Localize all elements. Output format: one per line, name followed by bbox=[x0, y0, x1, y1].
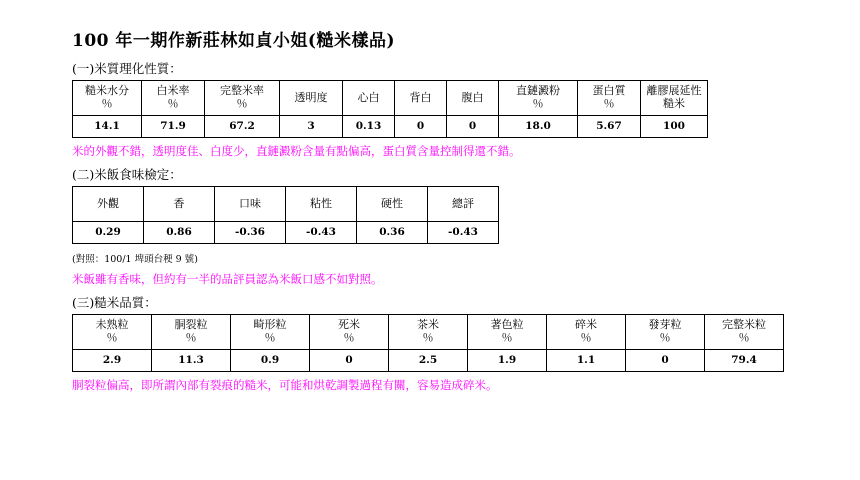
header-line-2: ％ bbox=[501, 331, 513, 344]
table-rice-physical-properties bbox=[72, 80, 708, 138]
table-cell: 0 bbox=[626, 350, 705, 372]
header-line-2: ％ bbox=[603, 97, 615, 110]
header-line-2: ％ bbox=[580, 331, 592, 344]
table-cell: 18.0 bbox=[499, 116, 578, 138]
header-line-1: 畸形粒 bbox=[253, 318, 287, 332]
table-cell: 1.9 bbox=[468, 350, 547, 372]
table-cell: 100 bbox=[641, 116, 708, 138]
column-header bbox=[310, 315, 389, 350]
section-comment-2: 米飯雖有香味，但約有一半的品評員認為米飯口感不如對照。 bbox=[72, 272, 383, 286]
header-line-1: 碎米 bbox=[575, 318, 597, 332]
column-header: 總評 bbox=[428, 187, 499, 222]
header-line-1: 透明度 bbox=[294, 90, 328, 104]
table-cell: -0.43 bbox=[428, 222, 499, 244]
table-brown-rice-quality bbox=[72, 314, 784, 372]
header-line-1: 糙米水分 bbox=[85, 84, 129, 98]
column-header bbox=[73, 315, 152, 350]
column-header bbox=[705, 315, 784, 350]
section-heading-3: (三)糙米品質： bbox=[72, 295, 157, 310]
header-line-1: 背白 bbox=[409, 90, 432, 104]
column-header bbox=[626, 315, 705, 350]
table-header-row bbox=[73, 315, 784, 350]
table-cell: 79.4 bbox=[705, 350, 784, 372]
header-line-2: 糙米 bbox=[663, 97, 685, 110]
column-header bbox=[343, 81, 395, 116]
header-line-2: ％ bbox=[659, 331, 671, 344]
section-comment-1: 米的外觀不錯，透明度佳、白度少，直鏈澱粉含量有點偏高，蛋白質含量控制得還不錯。 bbox=[72, 144, 521, 158]
section-comment-3: 胴裂粒偏高，即所謂內部有裂痕的糙米，可能和烘乾調製過程有關，容易造成碎米。 bbox=[72, 378, 498, 392]
header-line-1: 胴裂粒 bbox=[174, 318, 208, 332]
header-line-2: ％ bbox=[185, 331, 197, 344]
column-header: 外觀 bbox=[73, 187, 144, 222]
table-header-row bbox=[73, 187, 499, 222]
header-line-2: ％ bbox=[236, 97, 248, 110]
column-header bbox=[395, 81, 447, 116]
column-header bbox=[280, 81, 343, 116]
header-line-1: 完整米粒 bbox=[722, 318, 766, 332]
table-row bbox=[73, 350, 784, 372]
table-cell: 14.1 bbox=[73, 116, 142, 138]
section-heading-1: (一)米質理化性質： bbox=[72, 61, 182, 76]
header-line-1: 茶米 bbox=[417, 318, 439, 332]
table-cell: 0 bbox=[310, 350, 389, 372]
table-cell: 3 bbox=[280, 116, 343, 138]
table-cell: 1.1 bbox=[547, 350, 626, 372]
header-line-2: ％ bbox=[738, 331, 750, 344]
table-cell: 0.86 bbox=[144, 222, 215, 244]
page-title: 100 年一期作新莊林如貞小姐(糙米樣品) bbox=[72, 31, 395, 51]
header-line-1: 未熟粒 bbox=[95, 318, 129, 332]
header-line-1: 完整米率 bbox=[220, 84, 264, 98]
table-cell: 0 bbox=[395, 116, 447, 138]
column-header bbox=[578, 81, 641, 116]
column-header: 粘性 bbox=[286, 187, 357, 222]
column-header: 香 bbox=[144, 187, 215, 222]
column-header bbox=[152, 315, 231, 350]
header-line-1: 白米率 bbox=[156, 84, 190, 98]
section-heading-2: (二)米飯食味檢定： bbox=[72, 167, 182, 182]
table-cell: 0.36 bbox=[357, 222, 428, 244]
column-header bbox=[468, 315, 547, 350]
table-row bbox=[73, 222, 499, 244]
table-header-row bbox=[73, 81, 708, 116]
table-cell: 0.13 bbox=[343, 116, 395, 138]
header-line-1: 死米 bbox=[338, 318, 360, 332]
column-header bbox=[447, 81, 499, 116]
column-header bbox=[142, 81, 205, 116]
column-header bbox=[641, 81, 708, 116]
table-taste-evaluation bbox=[72, 186, 499, 244]
header-line-2: ％ bbox=[167, 97, 179, 110]
header-line-1: 發芽粒 bbox=[648, 318, 682, 332]
header-line-1: 著色粒 bbox=[490, 318, 524, 332]
column-header: 口味 bbox=[215, 187, 286, 222]
table-cell: 0.9 bbox=[231, 350, 310, 372]
table-cell: 0.29 bbox=[73, 222, 144, 244]
header-line-2: ％ bbox=[264, 331, 276, 344]
header-line-1: 蛋白質 bbox=[592, 84, 626, 98]
column-header bbox=[389, 315, 468, 350]
header-line-1: 心白 bbox=[357, 90, 380, 104]
table-cell: 11.3 bbox=[152, 350, 231, 372]
table-cell: 5.67 bbox=[578, 116, 641, 138]
header-line-2: ％ bbox=[101, 97, 113, 110]
column-header bbox=[231, 315, 310, 350]
header-line-2: ％ bbox=[343, 331, 355, 344]
header-line-2: ％ bbox=[532, 97, 544, 110]
column-header bbox=[547, 315, 626, 350]
header-line-1: 離膠展延性 bbox=[646, 84, 702, 98]
table-cell: 2.5 bbox=[389, 350, 468, 372]
reference-note: (對照：100/1 埤頭台稉 9 號) bbox=[72, 254, 198, 265]
column-header: 硬性 bbox=[357, 187, 428, 222]
column-header bbox=[499, 81, 578, 116]
header-line-1: 腹白 bbox=[461, 90, 484, 104]
table-cell: 0 bbox=[447, 116, 499, 138]
table-row bbox=[73, 116, 708, 138]
header-line-2: ％ bbox=[422, 331, 434, 344]
table-cell: 71.9 bbox=[142, 116, 205, 138]
table-cell: -0.36 bbox=[215, 222, 286, 244]
table-cell: 67.2 bbox=[205, 116, 280, 138]
header-line-1: 直鏈澱粉 bbox=[516, 84, 560, 98]
table-cell: 2.9 bbox=[73, 350, 152, 372]
column-header bbox=[73, 81, 142, 116]
column-header bbox=[205, 81, 280, 116]
table-cell: -0.43 bbox=[286, 222, 357, 244]
header-line-2: ％ bbox=[106, 331, 118, 344]
